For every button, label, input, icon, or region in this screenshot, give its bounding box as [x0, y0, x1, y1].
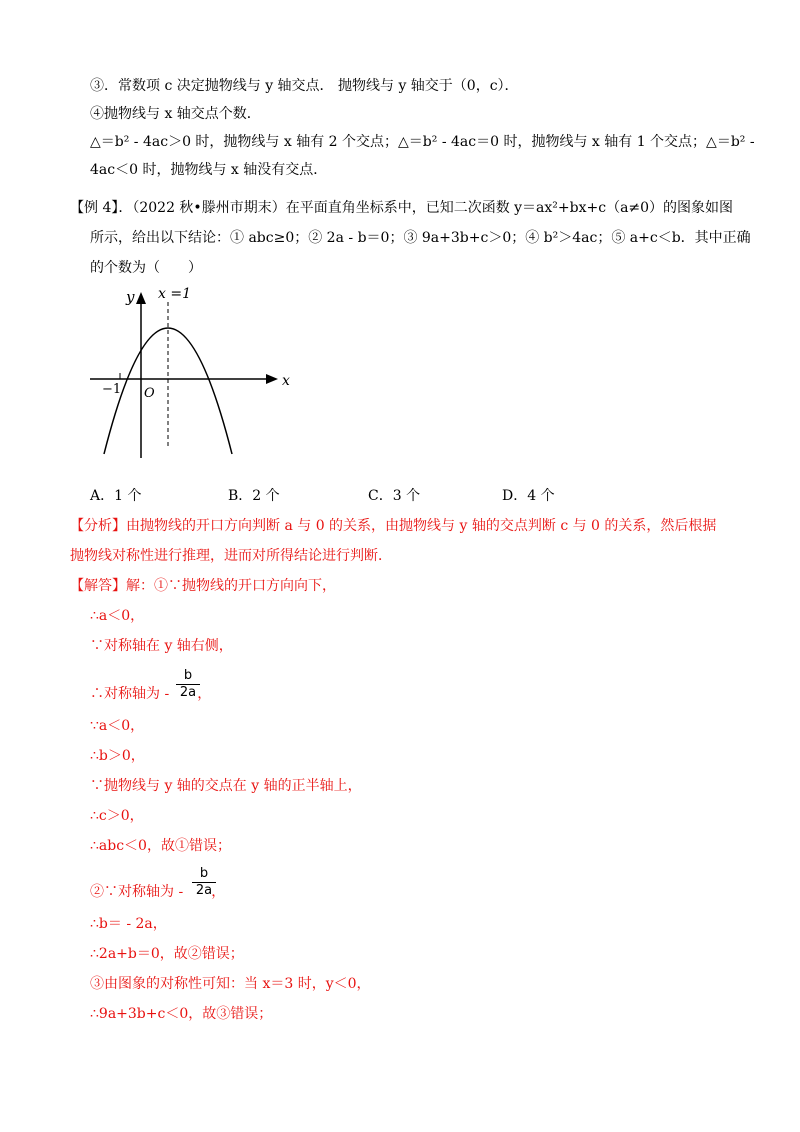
solution-line-4: ∴对称轴为 - ，: [90, 686, 212, 702]
solution-line-13: ③由图象的对称性可知：当 x＝3 时，y＜0，: [90, 976, 371, 992]
origin-label: O: [144, 386, 155, 401]
example-line-2: 所示，给出以下结论：① abc≥0；② 2a - b＝0；③ 9a+3b+c＞0；④ b²＞4ac；⑤ a+c＜b．其中正确: [90, 230, 751, 246]
solution-line-11: ∴b＝ - 2a，: [90, 916, 167, 932]
solution-line-9: ∴abc＜0，故①错误；: [90, 838, 231, 854]
text-line-4: 4ac＜0 时，抛物线与 x 轴没有交点．: [90, 162, 328, 178]
option-c: C．3 个: [368, 488, 421, 504]
solution-line-5: ∵a＜0，: [90, 718, 145, 734]
parabola-graph: [88, 282, 298, 460]
option-b: B．2 个: [228, 488, 280, 504]
fraction-denominator-2: 2a: [195, 883, 213, 898]
x-axis-label: x: [282, 373, 290, 389]
solution-line-7: ∵抛物线与 y 轴的交点在 y 轴的正半轴上，: [90, 778, 362, 794]
solution-line-12: ∴2a+b＝0，故②错误；: [90, 946, 244, 962]
symmetry-axis-label: x =1: [158, 286, 191, 302]
solution-line-8: ∴c＞0，: [90, 808, 144, 824]
example-line-3: 的个数为（ ）: [90, 260, 202, 276]
fraction-denominator: 2a: [179, 685, 197, 700]
solution-line-2: ∴a＜0，: [90, 608, 145, 624]
fraction-numerator: b: [176, 668, 200, 685]
solution-line-14: ∴9a+3b+c＜0，故③错误；: [90, 1006, 273, 1022]
solution-line-10: ②∵对称轴为 - ，: [90, 884, 226, 900]
fraction-b-over-2a-2: [192, 866, 216, 899]
fraction-numerator-2: b: [192, 866, 216, 883]
solution-line-6: ∴b＞0，: [90, 748, 145, 764]
analysis-line-2: 抛物线对称性进行推理，进而对所得结论进行判断．: [70, 548, 392, 564]
option-d: D．4 个: [502, 488, 555, 504]
example-line-1: 【例 4】．（2022 秋•滕州市期末）在平面直角坐标系中，已知二次函数 y＝ax²+bx+c（a≠0）的图象如图: [70, 200, 734, 216]
fraction-b-over-2a: [176, 668, 200, 701]
option-a: A．1 个: [90, 488, 142, 504]
neg-one-label: −1: [102, 382, 122, 397]
text-line-1: ③．常数项 c 决定抛物线与 y 轴交点． 抛物线与 y 轴交于（0，c）．: [90, 78, 519, 94]
text-line-2: ④抛物线与 x 轴交点个数．: [90, 106, 261, 122]
solution-line-4-text: ∴对称轴为 -: [90, 686, 170, 702]
y-axis-label: y: [126, 288, 135, 306]
solution-line-10-text: ②∵对称轴为 -: [90, 884, 184, 900]
solution-line-3: ∵对称轴在 y 轴右侧，: [90, 638, 233, 654]
analysis-line-1: 【分析】由抛物线的开口方向判断 a 与 0 的关系，由抛物线与 y 轴的交点判断 c 与 0 的关系，然后根据: [70, 518, 717, 534]
text-line-3: △＝b² - 4ac＞0 时，抛物线与 x 轴有 2 个交点；△＝b² - 4ac＝0 时，抛物线与 x 轴有 1 个交点；△＝b² -: [90, 134, 755, 150]
solution-line-1: 【解答】解：①∵抛物线的开口方向向下，: [70, 578, 336, 594]
